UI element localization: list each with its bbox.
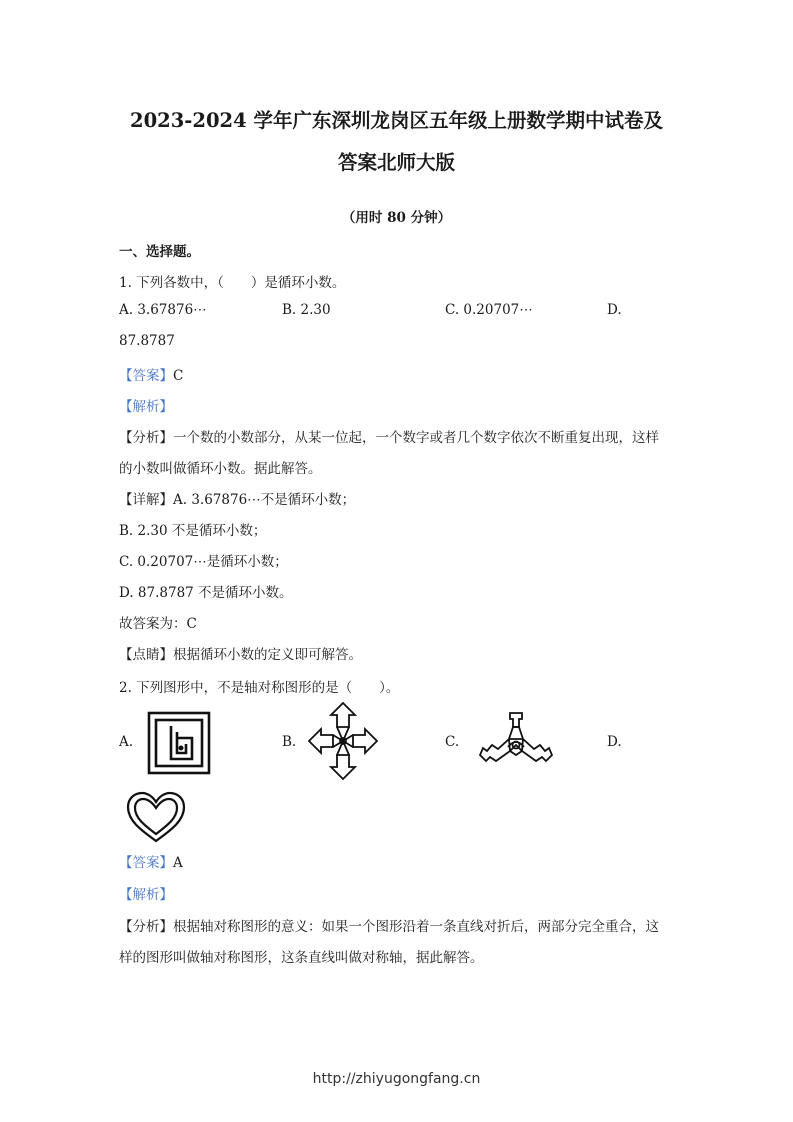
q1-option-d: D.	[607, 302, 622, 318]
fenxi-text: 根据轴对称图形的意义：如果一个图形沿着一条直线对折后，两部分完全重合，这	[173, 919, 659, 935]
q1-conclusion: 故答案为：C	[119, 616, 197, 632]
q1-answer	[119, 364, 183, 384]
answer-tag: 【答案】	[119, 368, 173, 384]
q2-stem: 2. 下列图形中，不是轴对称图形的是（ ）。	[119, 680, 400, 696]
q1-detail-line2: B. 2.30 不是循环小数；	[119, 523, 267, 539]
q1-option-a: A. 3.67876⋯	[119, 302, 207, 318]
option-a-spiral-square-figure	[147, 711, 211, 775]
q1-jiexi-tag: 【解析】	[119, 399, 173, 415]
q2-analysis-line1	[119, 915, 659, 935]
dianjing-text: 根据循环小数的定义即可解答。	[173, 647, 362, 663]
q1-note	[119, 643, 362, 663]
dianjing-tag: 【点睛】	[119, 647, 173, 663]
answer-value: C	[173, 368, 184, 384]
q2-option-a-label: A.	[119, 734, 134, 750]
fenxi-text: 一个数的小数部分，从某一位起，一个数字或者几个数字依次不断重复出现，这样	[173, 430, 659, 446]
footer-url[interactable]: http://zhiyugongfang.cn	[312, 1071, 481, 1087]
q1-detail-line4: D. 87.8787 不是循环小数。	[119, 585, 293, 601]
q2-analysis-line2: 样的图形叫做轴对称图形，这条直线叫做对称轴，据此解答。	[119, 950, 484, 966]
q1-option-c: C. 0.20707⋯	[445, 302, 533, 318]
option-c-three-arm-figure	[478, 711, 554, 777]
q1-stem: 1. 下列各数中，（ ）是循环小数。	[119, 275, 346, 291]
xiangjie-text: A. 3.67876⋯不是循环小数；	[173, 492, 356, 508]
q1-option-b: B. 2.30	[282, 302, 331, 318]
q2-option-b-label: B.	[282, 734, 297, 750]
page-title-line2: 答案北师大版	[337, 151, 455, 174]
q1-analysis-line1	[119, 426, 659, 446]
page-title-line1: 2023-2024 学年广东深圳龙岗区五年级上册数学期中试卷及	[130, 109, 663, 132]
option-b-four-arrows-figure	[308, 702, 378, 780]
option-d-heart-figure	[126, 791, 186, 843]
answer-value: A	[173, 855, 183, 871]
q1-analysis-line2: 的小数叫做循环小数。据此解答。	[119, 461, 322, 477]
section-heading: 一、选择题。	[119, 244, 200, 260]
q2-option-c-label: C.	[445, 734, 460, 750]
q2-jiexi-tag: 【解析】	[119, 887, 173, 903]
q2-answer	[119, 851, 183, 871]
q2-option-d-label: D.	[607, 734, 622, 750]
q1-detail-line1	[119, 488, 355, 508]
answer-tag: 【答案】	[119, 855, 173, 871]
xiangjie-tag: 【详解】	[119, 492, 173, 508]
q1-option-d-value: 87.8787	[119, 333, 175, 349]
fenxi-tag: 【分析】	[119, 919, 173, 935]
q1-detail-line3: C. 0.20707⋯是循环小数；	[119, 554, 288, 570]
time-note: （用时 80 分钟）	[341, 210, 452, 226]
fenxi-tag: 【分析】	[119, 430, 173, 446]
